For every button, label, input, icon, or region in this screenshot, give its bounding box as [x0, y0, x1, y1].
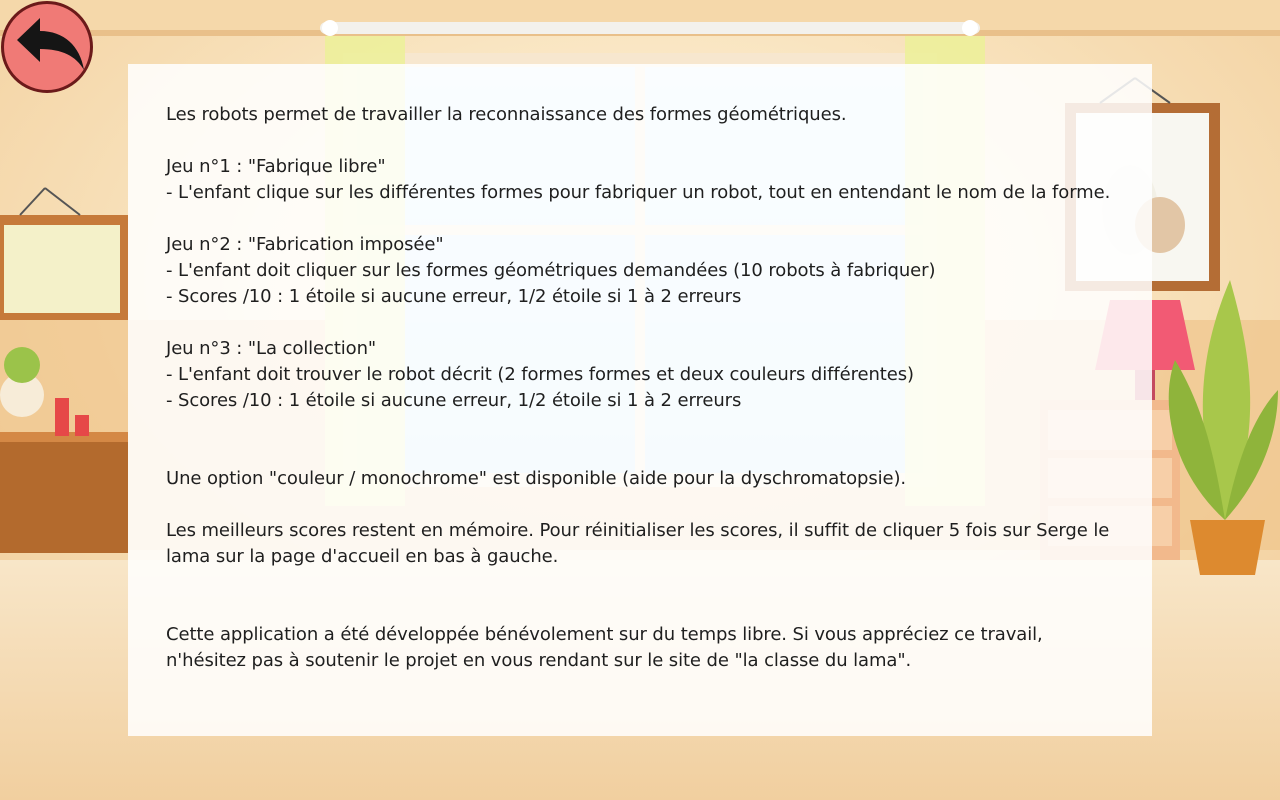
game3-title: Jeu n°3 : "La collection"	[166, 338, 377, 359]
info-panel	[128, 64, 1152, 736]
game3-scores: - Scores /10 : 1 étoile si aucune erreur, 1/2 étoile si 1 à 2 erreurs	[166, 390, 742, 411]
game3-description: - L'enfant doit trouver le robot décrit (2 formes formes et deux couleurs différentes)	[166, 364, 914, 385]
game2-description: - L'enfant doit cliquer sur les formes géométriques demandées (10 robots à fabriquer)	[166, 260, 936, 281]
memory-text: Les meilleurs scores restent en mémoire. Pour réinitialiser les scores, il suffit de cliquer 5 fois sur Serge le lama sur la page d'accueil en bas à gauche.	[166, 520, 1115, 567]
back-arrow-icon	[4, 4, 90, 90]
color-option-text: Une option "couleur / monochrome" est disponible (aide pour la dyschromatopsie).	[166, 468, 907, 489]
game2-scores: - Scores /10 : 1 étoile si aucune erreur, 1/2 étoile si 1 à 2 erreurs	[166, 286, 742, 307]
game2-title: Jeu n°2 : "Fabrication imposée"	[166, 234, 444, 255]
game1-title: Jeu n°1 : "Fabrique libre"	[166, 156, 386, 177]
game1-description: - L'enfant clique sur les différentes formes pour fabriquer un robot, tout en entendant le nom de la forme.	[166, 182, 1111, 203]
back-button[interactable]	[1, 1, 93, 93]
intro-text: Les robots permet de travailler la reconnaissance des formes géométriques.	[166, 104, 847, 125]
credits-text: Cette application a été développée bénévolement sur du temps libre. Si vous appréciez ce travail, n'hésitez pas à soutenir le projet en vous rendant sur le site de "la classe du lama".	[166, 624, 1049, 671]
